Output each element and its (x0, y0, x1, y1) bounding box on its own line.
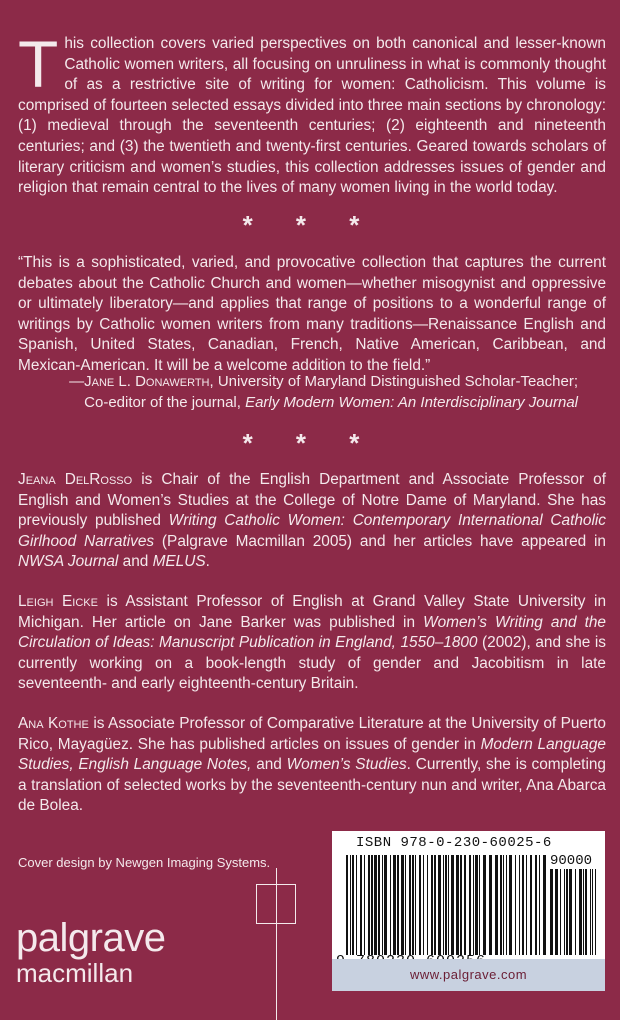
journal-title: MELUS (152, 553, 206, 571)
palgrave-square-icon (256, 884, 296, 924)
bio-name: Jeana DelRosso (18, 471, 133, 488)
isbn-text: ISBN 978-0-230-60025-6 (356, 835, 552, 851)
bio-text: (Palgrave Macmillan 2005) and her articles have appeared in (154, 532, 606, 550)
endorser-name: Jane L. Donawerth (84, 373, 210, 390)
bio-name: Ana Kothe (18, 715, 89, 732)
bio-text: . Currently, she is completing a translation of selected works by the seventeenth-century nun and writer, Ana Abarca de Bolea. (18, 756, 606, 815)
separator-stars-2: * * * (242, 428, 378, 458)
brand-macmillan: macmillan (16, 958, 134, 988)
bio-text: and (251, 756, 287, 774)
bio-text: (2002), and she is currently working on a book-length study of gender and Jacobitism in late seventeenth- and early eighteenth-century Britain. (18, 634, 606, 693)
addon-barcode-icon (550, 869, 598, 955)
bio-text: is Associate Professor of Comparative Literature at the University of Puerto Rico, Mayagüez. She has published articles on issues of gender in (18, 715, 606, 753)
bio-text: is Chair of the English Department and Associate Professor of English and Women’s Studies at the College of Notre Dame of Maryland. She has previously published (18, 471, 606, 530)
book-title: Women’s Writing and the Circulation of Ideas: Manuscript Publication in England, 1550–1800 (18, 613, 606, 652)
blurb-text: his collection covers varied perspectives on both canonical and lesser-known Catholic women writers, all focusing on unruliness in what is commonly thought of as a restrictive site of writing for women: Catholicism. This volume is comprised of fourteen selected essays divided into three main sections by chronology: (1) medieval through the seventeenth centuries; (2) eighteenth and nineteenth centuries; and (3) the twentieth and twenty-first centuries. Geared towards scholars of literary criticism and women’s studies, this collection addresses issues of gender and religion that remain central to the lives of many women living in the world today. (18, 35, 606, 197)
endorsement-attribution (69, 372, 578, 413)
bio-eicke (18, 592, 606, 695)
barcode-icon (346, 855, 546, 955)
bio-text: and (118, 553, 153, 571)
journal-title: Women’s Studies (286, 756, 407, 774)
price-code: 90000 (550, 853, 593, 869)
separator-stars: * * * (242, 210, 378, 240)
book-title: Writing Catholic Women: Contemporary International Catholic Girlhood Narratives (18, 512, 607, 550)
brand-palgrave: palgrave (16, 916, 166, 960)
journal-title: Early Modern Women: An Interdisciplinary Journal (245, 393, 578, 411)
dash: — (69, 373, 85, 390)
cover-design-credit: Cover design by Newgen Imaging Systems. (18, 855, 271, 870)
blurb-paragraph (18, 27, 606, 199)
publisher-url: www.palgrave.com (332, 959, 605, 991)
bio-text: is Assistant Professor of English at Grand Valley State University in Michigan. Her article on Jane Barker was published in (18, 593, 606, 631)
journal-title: NWSA Journal (18, 553, 119, 571)
endorsement-quote: “This is a sophisticated, varied, and provocative collection that captures the current debates about the Catholic Church and women—whether misogynist and oppressive or ultimately liberatory—and applies that range of positions to a wonderful range of writings by Catholic women writers from many traditions—Renaissance English and Spanish, United States, Canadian, French, Native American, Caribbean, and Mexican-American. It will be a welcome addition to the field.” (18, 254, 606, 374)
endorser-role: Co-editor of the journal, (84, 393, 246, 411)
bio-kothe (18, 714, 606, 817)
bio-name: Leigh Eicke (18, 593, 98, 610)
bio-text: . (205, 553, 210, 571)
drop-cap: T (18, 27, 59, 101)
journal-title: Modern Language Studies, English Language Notes, (18, 735, 606, 774)
endorser-affiliation: , University of Maryland Distinguished Scholar-Teacher; (209, 373, 578, 390)
bio-delrosso (18, 470, 606, 573)
